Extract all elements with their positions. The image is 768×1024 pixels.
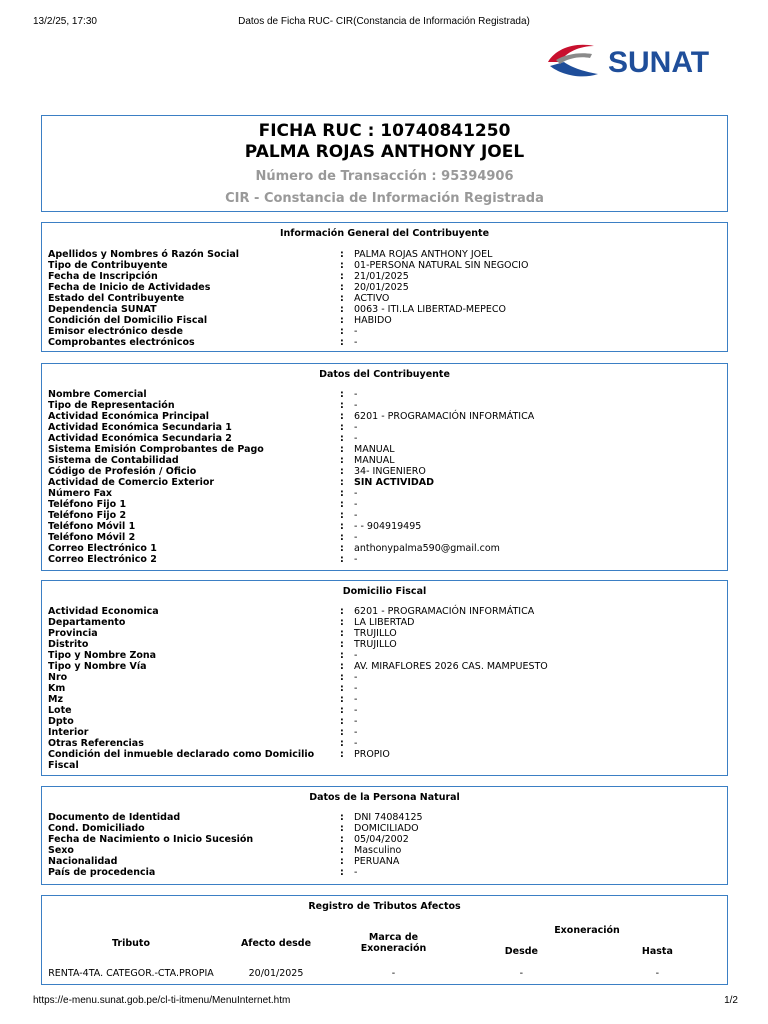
field-separator: : bbox=[340, 705, 344, 716]
field-value: - bbox=[354, 716, 358, 727]
field-separator: : bbox=[340, 488, 344, 499]
col-marca-label: Marca de Exoneración bbox=[360, 932, 427, 954]
field-label: Dpto bbox=[48, 716, 74, 727]
info-row bbox=[48, 477, 721, 488]
info-row bbox=[48, 716, 721, 727]
field-value: - bbox=[354, 672, 358, 683]
field-label: Fecha de Inscripción bbox=[48, 271, 158, 282]
section-title: Registro de Tributos Afectos bbox=[308, 901, 461, 912]
cir-label: CIR - Constancia de Información Registrada bbox=[225, 191, 544, 206]
field-separator: : bbox=[340, 823, 344, 834]
field-label: Lote bbox=[48, 705, 72, 716]
cell-marca: - bbox=[391, 967, 396, 979]
field-separator: : bbox=[340, 293, 344, 304]
info-row bbox=[48, 650, 721, 661]
info-row bbox=[48, 543, 721, 554]
info-row bbox=[48, 488, 721, 499]
info-row bbox=[48, 749, 721, 771]
field-separator: : bbox=[340, 532, 344, 543]
field-separator: : bbox=[340, 315, 344, 326]
section-contribuyente bbox=[41, 363, 728, 571]
field-separator: : bbox=[340, 683, 344, 694]
field-value: - bbox=[354, 499, 358, 510]
field-label: Actividad Economica bbox=[48, 606, 159, 617]
section-rows bbox=[48, 389, 721, 565]
field-value: DOMICILIADO bbox=[354, 823, 419, 834]
field-value: MANUAL bbox=[354, 444, 395, 455]
section-title: Datos de la Persona Natural bbox=[309, 792, 460, 803]
field-label: Actividad de Comercio Exterior bbox=[48, 477, 215, 488]
field-value: - - 904919495 bbox=[354, 521, 422, 532]
field-value: anthonypalma590@gmail.com bbox=[354, 543, 500, 554]
field-value: PERUANA bbox=[354, 856, 400, 867]
field-value: ACTIVO bbox=[354, 293, 390, 304]
field-separator: : bbox=[340, 650, 344, 661]
info-row bbox=[48, 867, 721, 878]
info-row bbox=[48, 389, 721, 400]
info-row bbox=[48, 455, 721, 466]
section-rows bbox=[48, 606, 721, 771]
field-separator: : bbox=[340, 617, 344, 628]
col-exoneracion: Exoneración bbox=[554, 924, 620, 936]
field-separator: : bbox=[340, 834, 344, 845]
field-separator: : bbox=[340, 812, 344, 823]
field-value: 0063 - ITI.LA LIBERTAD-MEPECO bbox=[354, 304, 506, 315]
field-label: Nombre Comercial bbox=[48, 389, 147, 400]
field-label: Número Fax bbox=[48, 488, 113, 499]
field-value: PROPIO bbox=[354, 749, 390, 760]
field-value: MANUAL bbox=[354, 455, 395, 466]
field-label: Tipo y Nombre Zona bbox=[48, 650, 157, 661]
field-value: - bbox=[354, 705, 358, 716]
field-separator: : bbox=[340, 444, 344, 455]
info-row bbox=[48, 834, 721, 845]
col-desde: Desde bbox=[504, 945, 538, 957]
field-label: Comprobantes electrónicos bbox=[48, 337, 195, 348]
field-separator: : bbox=[340, 628, 344, 639]
info-row bbox=[48, 606, 721, 617]
field-value: TRUJILLO bbox=[354, 639, 397, 650]
info-row bbox=[48, 845, 721, 856]
field-value: - bbox=[354, 727, 358, 738]
info-row bbox=[48, 694, 721, 705]
info-row bbox=[48, 400, 721, 411]
field-separator: : bbox=[340, 694, 344, 705]
field-label: Estado del Contribuyente bbox=[48, 293, 185, 304]
field-label: Nacionalidad bbox=[48, 856, 118, 867]
field-separator: : bbox=[340, 521, 344, 532]
info-row bbox=[48, 617, 721, 628]
info-row bbox=[48, 249, 721, 260]
print-datetime: 13/2/25, 17:30 bbox=[33, 16, 97, 27]
section-title: Domicilio Fiscal bbox=[342, 586, 427, 597]
field-label: Código de Profesión / Oficio bbox=[48, 466, 197, 477]
section-domicilio bbox=[41, 580, 728, 776]
field-separator: : bbox=[340, 411, 344, 422]
field-separator: : bbox=[340, 260, 344, 271]
col-afecto: Afecto desde bbox=[240, 937, 312, 949]
info-row bbox=[48, 422, 721, 433]
section-title: Datos del Contribuyente bbox=[319, 369, 450, 380]
field-separator: : bbox=[340, 749, 344, 760]
field-separator: : bbox=[340, 639, 344, 650]
field-value: - bbox=[354, 510, 358, 521]
section-general bbox=[41, 222, 728, 352]
field-value: AV. MIRAFLORES 2026 CAS. MAMPUESTO bbox=[354, 661, 548, 672]
info-row bbox=[48, 260, 721, 271]
ruc-number: FICHA RUC : 10740841250 bbox=[258, 121, 511, 141]
field-label: Departamento bbox=[48, 617, 126, 628]
info-row bbox=[48, 628, 721, 639]
section-rows bbox=[48, 812, 721, 878]
info-row bbox=[48, 521, 721, 532]
field-label: Tipo de Representación bbox=[48, 400, 175, 411]
field-label: Condición del Domicilio Fiscal bbox=[48, 315, 208, 326]
col-hasta: Hasta bbox=[641, 945, 673, 957]
info-row bbox=[48, 499, 721, 510]
field-separator: : bbox=[340, 400, 344, 411]
field-value: - bbox=[354, 683, 358, 694]
field-value: SIN ACTIVIDAD bbox=[354, 477, 434, 488]
field-label: Correo Electrónico 2 bbox=[48, 554, 157, 565]
cell-hasta: - bbox=[655, 967, 660, 979]
field-separator: : bbox=[340, 271, 344, 282]
field-separator: : bbox=[340, 716, 344, 727]
field-separator: : bbox=[340, 477, 344, 488]
info-row bbox=[48, 738, 721, 749]
field-value: 05/04/2002 bbox=[354, 834, 409, 845]
field-value: - bbox=[354, 867, 358, 878]
info-row bbox=[48, 444, 721, 455]
table-row bbox=[46, 964, 723, 982]
field-value: 6201 - PROGRAMACIÓN INFORMÁTICA bbox=[354, 606, 535, 617]
print-page-number: 1/2 bbox=[724, 995, 738, 1006]
field-value: TRUJILLO bbox=[354, 628, 397, 639]
field-label: Correo Electrónico 1 bbox=[48, 543, 157, 554]
field-value: - bbox=[354, 694, 358, 705]
field-value: - bbox=[354, 738, 358, 749]
field-label: Actividad Económica Secundaria 2 bbox=[48, 433, 232, 444]
field-value: - bbox=[354, 650, 358, 661]
field-separator: : bbox=[340, 466, 344, 477]
field-label: Mz bbox=[48, 694, 63, 705]
print-url: https://e-menu.sunat.gob.pe/cl-ti-itmenu/MenuInternet.htm bbox=[33, 995, 291, 1006]
cell-tributo: RENTA-4TA. CATEGOR.-CTA.PROPIA bbox=[48, 967, 214, 979]
field-separator: : bbox=[340, 672, 344, 683]
field-label: País de procedencia bbox=[48, 867, 156, 878]
info-row bbox=[48, 727, 721, 738]
info-row bbox=[48, 315, 721, 326]
field-value: 20/01/2025 bbox=[354, 282, 409, 293]
info-row bbox=[48, 812, 721, 823]
field-separator: : bbox=[340, 845, 344, 856]
field-value: 6201 - PROGRAMACIÓN INFORMÁTICA bbox=[354, 411, 535, 422]
info-row bbox=[48, 532, 721, 543]
field-separator: : bbox=[340, 606, 344, 617]
field-separator: : bbox=[340, 389, 344, 400]
field-label: Sistema de Contabilidad bbox=[48, 455, 179, 466]
info-row bbox=[48, 823, 721, 834]
field-value: - bbox=[354, 389, 358, 400]
field-separator: : bbox=[340, 856, 344, 867]
field-separator: : bbox=[340, 661, 344, 672]
taxpayer-name: PALMA ROJAS ANTHONY JOEL bbox=[244, 142, 525, 162]
field-label: Interior bbox=[48, 727, 89, 738]
field-label: Km bbox=[48, 683, 66, 694]
info-row bbox=[48, 639, 721, 650]
field-separator: : bbox=[340, 304, 344, 315]
field-value: LA LIBERTAD bbox=[354, 617, 415, 628]
info-row bbox=[48, 554, 721, 565]
field-separator: : bbox=[340, 433, 344, 444]
field-label: Documento de Identidad bbox=[48, 812, 181, 823]
field-separator: : bbox=[340, 326, 344, 337]
field-value: - bbox=[354, 400, 358, 411]
field-value: - bbox=[354, 532, 358, 543]
info-row bbox=[48, 271, 721, 282]
transaction-number: Número de Transacción : 95394906 bbox=[255, 169, 514, 184]
field-value: - bbox=[354, 488, 358, 499]
info-row bbox=[48, 293, 721, 304]
field-label: Fecha de Inicio de Actividades bbox=[48, 282, 211, 293]
info-row bbox=[48, 661, 721, 672]
info-row bbox=[48, 411, 721, 422]
ficha-title-box bbox=[41, 115, 728, 212]
field-label: Apellidos y Nombres ó Razón Social bbox=[48, 249, 240, 260]
field-label: Distrito bbox=[48, 639, 89, 650]
info-row bbox=[48, 705, 721, 716]
info-row bbox=[48, 282, 721, 293]
field-label: Condición del inmueble declarado como Domicilio Fiscal bbox=[48, 749, 315, 771]
field-label: Teléfono Móvil 1 bbox=[48, 521, 136, 532]
field-separator: : bbox=[340, 282, 344, 293]
field-label: Nro bbox=[48, 672, 68, 683]
field-separator: : bbox=[340, 249, 344, 260]
field-value: 34- INGENIERO bbox=[354, 466, 426, 477]
field-value: 01-PERSONA NATURAL SIN NEGOCIO bbox=[354, 260, 529, 271]
field-label: Sexo bbox=[48, 845, 74, 856]
field-label: Fecha de Nacimiento o Inicio Sucesión bbox=[48, 834, 254, 845]
field-separator: : bbox=[340, 337, 344, 348]
tributos-table bbox=[46, 922, 723, 982]
field-value: 21/01/2025 bbox=[354, 271, 409, 282]
info-row bbox=[48, 683, 721, 694]
info-row bbox=[48, 326, 721, 337]
field-value: Masculino bbox=[354, 845, 402, 856]
col-tributo: Tributo bbox=[111, 937, 150, 949]
logo-wordmark: SUNAT bbox=[608, 46, 710, 79]
field-label: Tipo de Contribuyente bbox=[48, 260, 168, 271]
field-value: - bbox=[354, 326, 358, 337]
info-row bbox=[48, 466, 721, 477]
section-tributos bbox=[41, 895, 728, 985]
cell-desde: - bbox=[519, 967, 524, 979]
field-separator: : bbox=[340, 499, 344, 510]
info-row bbox=[48, 856, 721, 867]
field-label: Otras Referencias bbox=[48, 738, 144, 749]
info-row bbox=[48, 337, 721, 348]
field-value: HABIDO bbox=[354, 315, 392, 326]
info-row bbox=[48, 672, 721, 683]
field-label: Emisor electrónico desde bbox=[48, 326, 183, 337]
field-value: - bbox=[354, 554, 358, 565]
field-label: Dependencia SUNAT bbox=[48, 304, 157, 315]
field-value: DNI 74084125 bbox=[354, 812, 423, 823]
field-value: - bbox=[354, 433, 358, 444]
field-separator: : bbox=[340, 422, 344, 433]
field-separator: : bbox=[340, 867, 344, 878]
field-label: Teléfono Móvil 2 bbox=[48, 532, 136, 543]
field-separator: : bbox=[340, 455, 344, 466]
field-separator: : bbox=[340, 554, 344, 565]
info-row bbox=[48, 304, 721, 315]
field-value: PALMA ROJAS ANTHONY JOEL bbox=[354, 249, 493, 260]
field-label: Teléfono Fijo 1 bbox=[48, 499, 127, 510]
print-doc-title: Datos de Ficha RUC- CIR(Constancia de Información Registrada) bbox=[238, 16, 530, 27]
field-label: Cond. Domiciliado bbox=[48, 823, 145, 834]
section-persona bbox=[41, 786, 728, 885]
field-label: Actividad Económica Principal bbox=[48, 411, 210, 422]
field-value: - bbox=[354, 422, 358, 433]
field-separator: : bbox=[340, 543, 344, 554]
col-marca bbox=[336, 922, 451, 964]
field-separator: : bbox=[340, 738, 344, 749]
field-separator: : bbox=[340, 727, 344, 738]
info-row bbox=[48, 510, 721, 521]
section-title: Información General del Contribuyente bbox=[279, 228, 490, 239]
field-label: Sistema Emisión Comprobantes de Pago bbox=[48, 444, 264, 455]
field-label: Actividad Económica Secundaria 1 bbox=[48, 422, 232, 433]
section-rows bbox=[48, 249, 721, 348]
cell-afecto: 20/01/2025 bbox=[248, 967, 304, 979]
sunat-logo bbox=[546, 40, 726, 84]
field-value: - bbox=[354, 337, 358, 348]
field-label: Tipo y Nombre Vía bbox=[48, 661, 147, 672]
info-row bbox=[48, 433, 721, 444]
field-separator: : bbox=[340, 510, 344, 521]
field-label: Teléfono Fijo 2 bbox=[48, 510, 127, 521]
field-label: Provincia bbox=[48, 628, 98, 639]
